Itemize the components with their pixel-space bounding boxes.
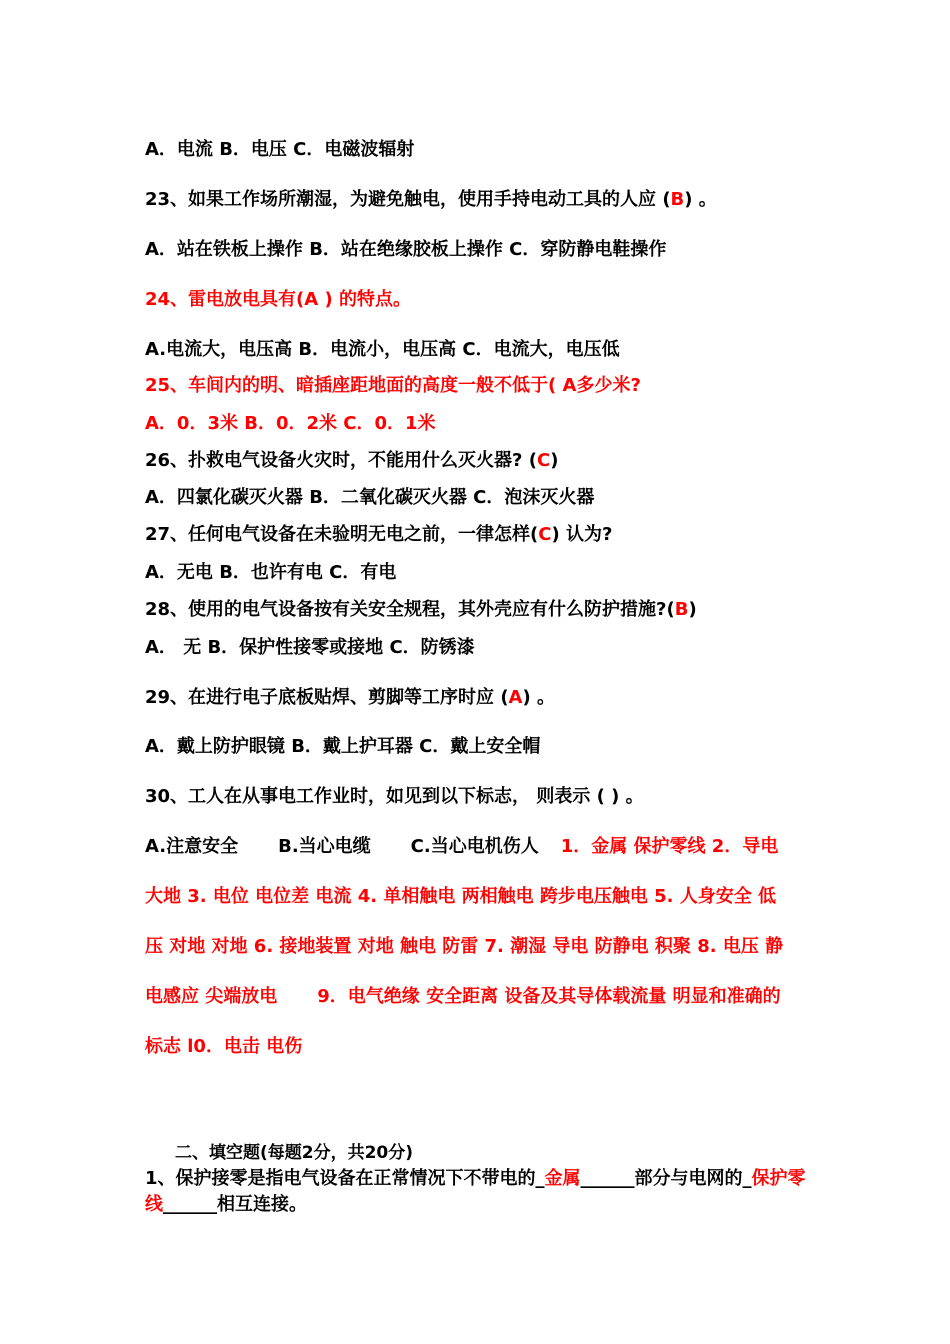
q24-options: A.电流大，电压高 B．电流小，电压高 C．电流大，电压低 [145,339,620,360]
q27-question [145,524,810,546]
fill1-end: ______相互连接。 [163,1194,307,1215]
answer-line: 标志 l0．电击 电伤 [145,1036,303,1057]
q28-question [145,599,810,621]
q25-options: A．0．3米 B．0．2米 C．0．1米 [145,413,436,434]
q23-options: A．站在铁板上操作 B．站在绝缘胶板上操作 C．穿防静电鞋操作 [145,239,667,260]
fill1-text: 1、保护接零是指电气设备在正常情况下不带电的_ [145,1168,545,1189]
q23-text: 23、如果工作场所潮湿，为避免触电，使用手持电动工具的人应 ( [145,189,671,210]
answer-line: 大地 3. 电位 电位差 电流 4. 单相触电 两相触电 跨步电压触电 5. 人身安全 低 [145,886,777,907]
q26-answer: C [536,450,551,471]
answer-line [145,986,810,1008]
q30-option-a: A.注意安全 [145,836,239,857]
fill1-answer-1: 金属 [544,1168,581,1189]
answer-segment: 电感应 尖端放电 [145,986,278,1007]
q29-answer: A [508,687,523,708]
q26-question [145,450,810,472]
q28-answer: B [674,599,689,620]
q30-option-c: C.当心电机伤人 [410,836,539,857]
fill1-mid: ______部分与电网的_ [580,1168,752,1189]
fill1-answer-2: 保护零线 [145,1168,806,1215]
answers-start: 1．金属 保护零线 2．导电 [560,836,779,857]
q27-answer: C [538,524,552,545]
q26-close: ) [550,450,559,471]
q29-close: ) 。 [522,687,555,708]
q22-options: A．电流 B．电压 C．电磁波辐射 [145,139,415,160]
answer-segment: 9．电气绝缘 安全距离 设备及其导体载流量 明显和准确的 [317,986,781,1007]
q28-options: A． 无 B．保护性接零或接地 C．防锈漆 [145,637,475,658]
q30-options [145,836,810,858]
q27-close: ) 认为? [551,524,613,545]
q26-text: 26、扑救电气设备火灾时，不能用什么灭火器? ( [145,450,537,471]
q28-close: ) [688,599,697,620]
answer-line: 压 对地 对地 6. 接地装置 对地 触电 防雷 7. 潮湿 导电 防静电 积聚 8. 电压 静 [145,936,784,957]
q29-question [145,687,810,709]
q28-text: 28、使用的电气设备按有关安全规程，其外壳应有什么防护措施?( [145,599,675,620]
q29-options: A．戴上防护眼镜 B．戴上护耳器 C．戴上安全帽 [145,736,541,757]
q29-text: 29、在进行电子底板贴焊、剪脚等工序时应 ( [145,687,509,708]
q23-question [145,189,810,211]
section-title: 二、填空题(每题2分，共20分) [175,1143,414,1163]
q30-option-b: B.当心电缆 [278,836,371,857]
q25-question: 25、车间内的明、暗插座距地面的高度一般不低于( A多少米? [145,375,641,396]
q26-options: A．四氯化碳灭火器 B．二氧化碳灭火器 C．泡沫灭火器 [145,487,595,508]
q24-question: 24、雷电放电具有(A ) 的特点。 [145,289,411,310]
q23-answer: B [670,189,685,210]
q27-options: A．无电 B．也许有电 C．有电 [145,562,397,583]
q23-close: ) 。 [684,189,717,210]
q27-text: 27、任何电气设备在未验明无电之前，一律怎样( [145,524,539,545]
fill-question-1 [145,1166,810,1218]
q30-question: 30、工人在从事电工作业时，如见到以下标志， 则表示 ( ) 。 [145,786,644,807]
